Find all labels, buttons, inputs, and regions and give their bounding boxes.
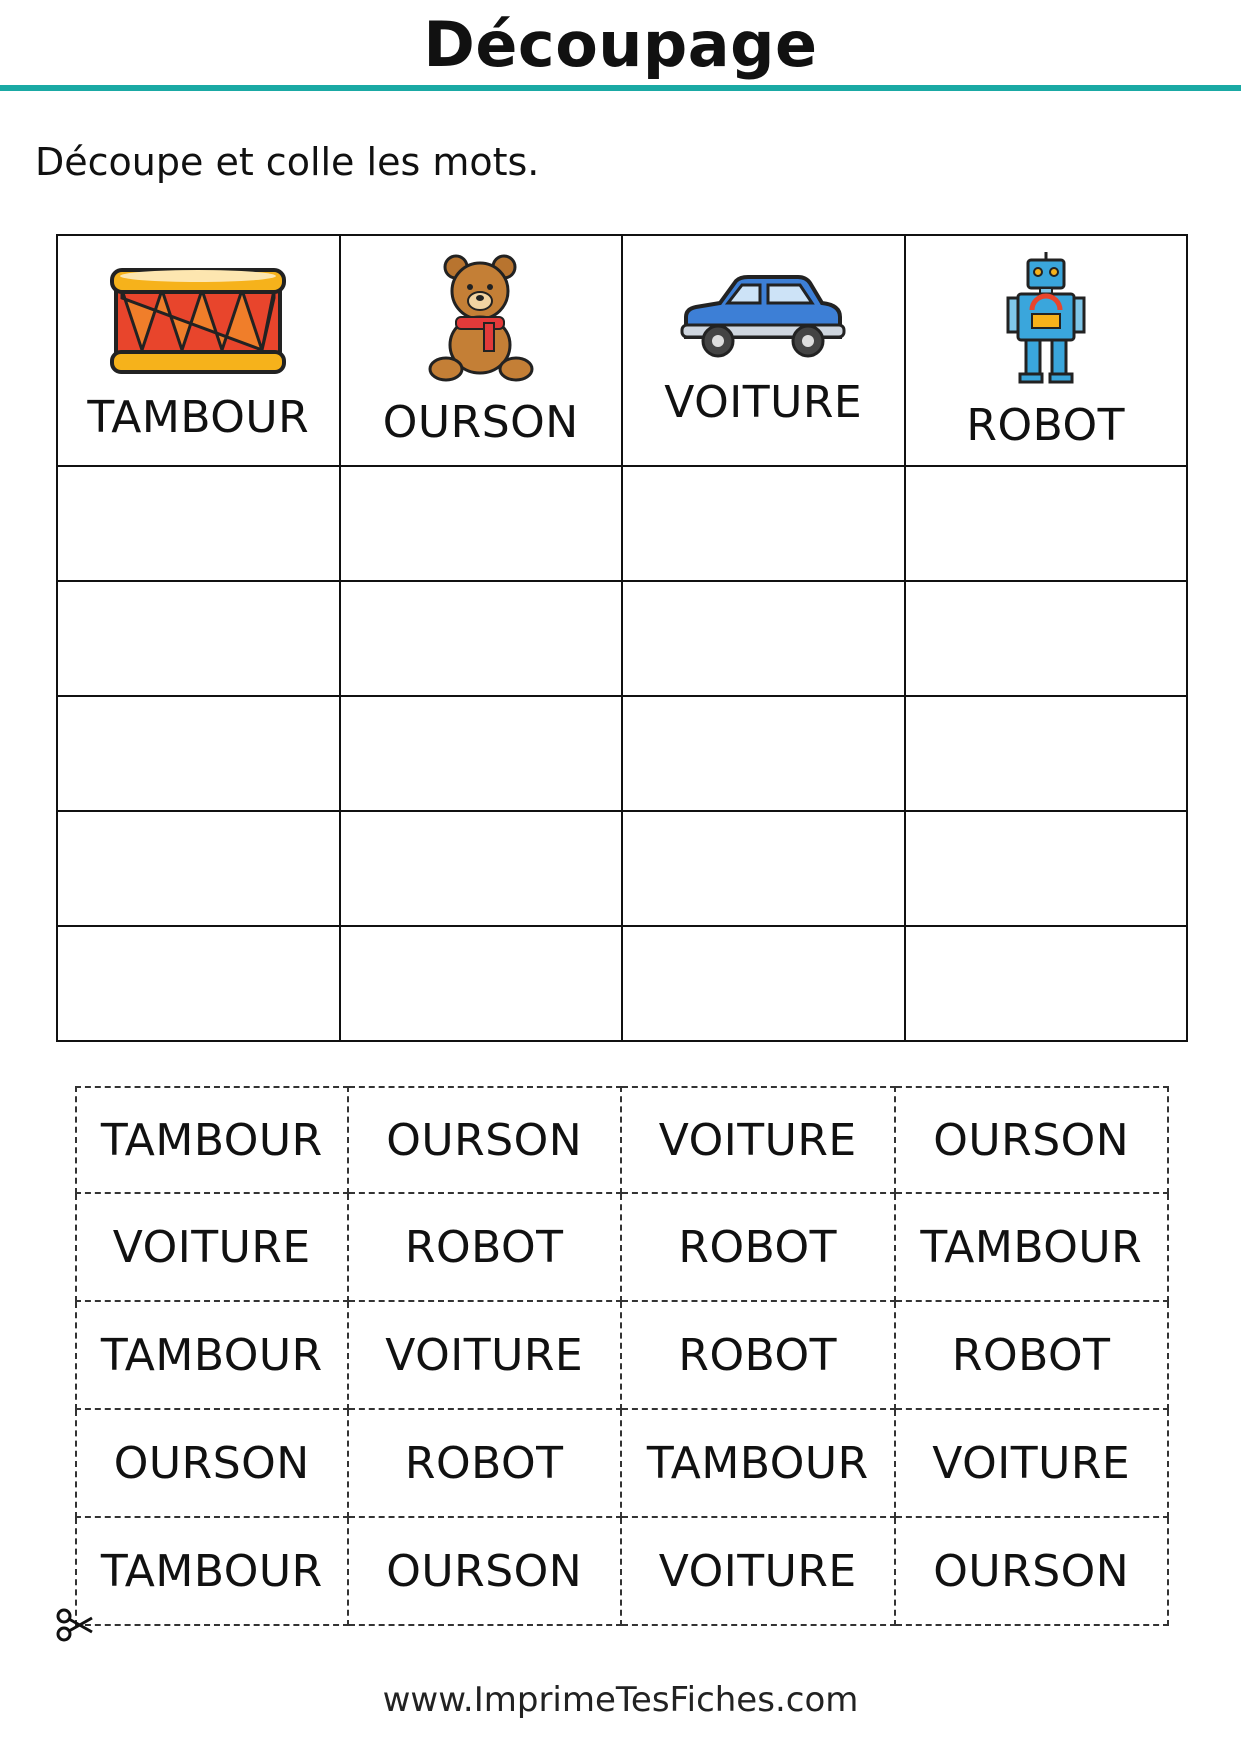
paste-row [57, 926, 1187, 1041]
paste-cell[interactable] [57, 696, 340, 811]
paste-cell[interactable] [57, 811, 340, 926]
title-underline [0, 85, 1241, 91]
paste-row [57, 811, 1187, 926]
paste-cell[interactable] [622, 696, 905, 811]
cut-word-card[interactable]: VOITURE [622, 1518, 896, 1626]
cut-word-card[interactable]: OURSON [349, 1086, 623, 1194]
cut-word-card[interactable]: ROBOT [349, 1194, 623, 1302]
cut-word-card[interactable]: VOITURE [896, 1410, 1170, 1518]
paste-row [57, 581, 1187, 696]
paste-cell[interactable] [905, 926, 1188, 1041]
paste-row [57, 696, 1187, 811]
cut-word-card[interactable]: OURSON [896, 1086, 1170, 1194]
robot-icon [1006, 250, 1086, 386]
column-label: OURSON [382, 397, 579, 448]
column-header-ourson [340, 235, 623, 466]
paste-cell[interactable] [622, 466, 905, 581]
footer-url: www.ImprimeTesFiches.com [382, 1680, 859, 1720]
paste-cell[interactable] [905, 581, 1188, 696]
car-icon [678, 273, 848, 363]
cut-word-card[interactable]: OURSON [349, 1518, 623, 1626]
cut-word-card[interactable]: VOITURE [75, 1194, 349, 1302]
cut-word-card[interactable]: TAMBOUR [896, 1194, 1170, 1302]
paste-cell[interactable] [340, 696, 623, 811]
paste-cell[interactable] [340, 811, 623, 926]
header-row [57, 235, 1187, 466]
paste-cell[interactable] [622, 581, 905, 696]
cut-word-card[interactable]: ROBOT [622, 1302, 896, 1410]
cut-word-card[interactable]: ROBOT [622, 1194, 896, 1302]
cut-word-card[interactable]: TAMBOUR [75, 1086, 349, 1194]
paste-row [57, 466, 1187, 581]
instruction-text: Découpe et colle les mots. [35, 140, 540, 184]
cut-word-card[interactable]: OURSON [896, 1518, 1170, 1626]
page-title: Découpage [423, 8, 818, 81]
cut-out-grid [75, 1086, 1169, 1626]
column-label: ROBOT [966, 400, 1126, 451]
scissors-icon [56, 1606, 94, 1644]
paste-cell[interactable] [905, 811, 1188, 926]
column-label: TAMBOUR [87, 392, 310, 443]
paste-cell[interactable] [57, 926, 340, 1041]
cut-word-card[interactable]: ROBOT [896, 1302, 1170, 1410]
column-header-voiture [622, 235, 905, 466]
column-header-tambour [57, 235, 340, 466]
cut-word-card[interactable]: TAMBOUR [75, 1518, 349, 1626]
paste-cell[interactable] [622, 926, 905, 1041]
teddy-bear-icon [426, 253, 536, 383]
paste-table [56, 234, 1188, 1042]
paste-cell[interactable] [905, 466, 1188, 581]
paste-cell[interactable] [57, 581, 340, 696]
column-header-robot [905, 235, 1188, 466]
cut-word-card[interactable]: VOITURE [622, 1086, 896, 1194]
cut-word-card[interactable]: TAMBOUR [622, 1410, 896, 1518]
paste-cell[interactable] [340, 926, 623, 1041]
paste-cell[interactable] [57, 466, 340, 581]
cut-word-card[interactable]: TAMBOUR [75, 1302, 349, 1410]
cut-word-card[interactable]: OURSON [75, 1410, 349, 1518]
paste-cell[interactable] [905, 696, 1188, 811]
column-label: VOITURE [664, 377, 863, 428]
paste-cell[interactable] [340, 581, 623, 696]
drum-icon [108, 258, 288, 378]
cut-word-card[interactable]: VOITURE [349, 1302, 623, 1410]
paste-cell[interactable] [622, 811, 905, 926]
cut-word-card[interactable]: ROBOT [349, 1410, 623, 1518]
paste-cell[interactable] [340, 466, 623, 581]
